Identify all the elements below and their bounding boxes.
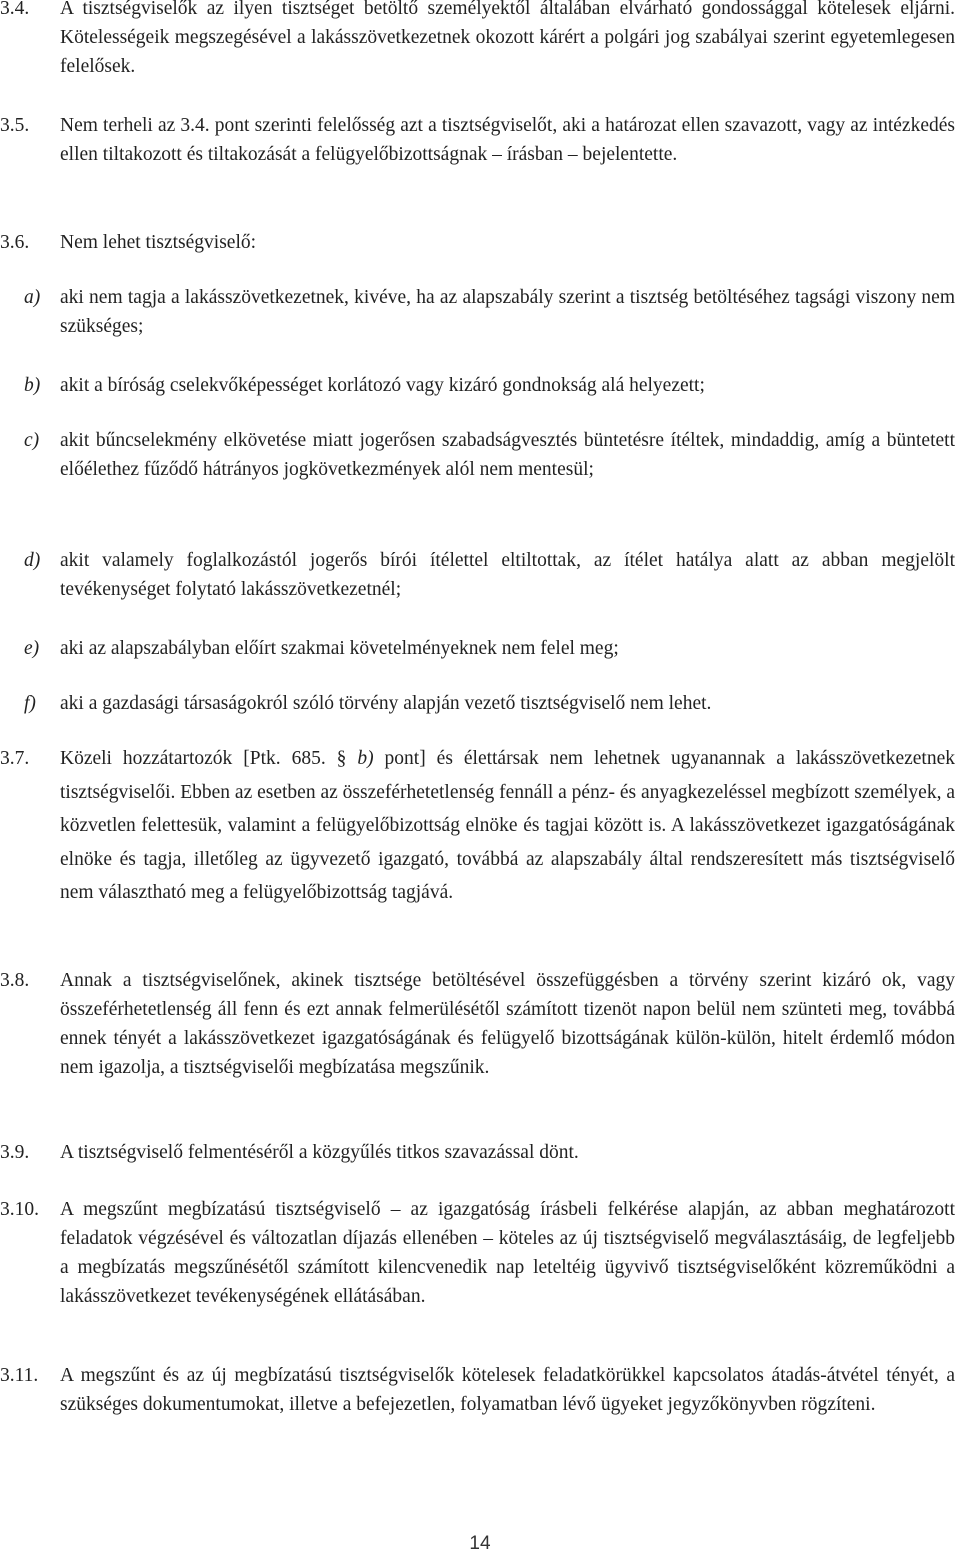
list-item-label: a) xyxy=(24,287,41,308)
paragraph-number: 3.8. xyxy=(0,970,30,991)
page-number: 14 xyxy=(469,1533,491,1554)
list-item-f xyxy=(0,689,955,718)
list-item-text: aki nem tagja a lakásszövetkezetnek, kivéve, ha az alapszabály szerint a tisztség betöltéséhez tagsági viszony nem szükséges; xyxy=(60,287,955,337)
paragraph-number: 3.7. xyxy=(0,748,30,769)
paragraph-number: 3.6. xyxy=(0,232,30,253)
list-item-text: aki az alapszabályban előírt szakmai követelményeknek nem felel meg; xyxy=(60,638,619,659)
paragraph-3-11 xyxy=(0,1361,955,1419)
paragraph-3-4 xyxy=(0,0,955,81)
list-item-text: akit valamely foglalkozástól jogerős bírói ítélettel eltiltottak, az ítélet hatálya alatt az abban megjelölt tevékenységet folytató lakásszövetkezetnél; xyxy=(60,550,955,600)
paragraph-3-8 xyxy=(0,966,955,1082)
list-item-label: f) xyxy=(24,693,36,714)
paragraph-text: Nem lehet tisztségviselő: xyxy=(60,232,257,253)
paragraph-number: 3.11. xyxy=(0,1365,39,1386)
list-item-text: akit bűncselekmény elkövetése miatt jogerősen szabadságvesztés büntetésre ítéltek, mindaddig, amíg a büntetett előélethez fűződő hátrányos jogkövetkezmények alól nem mentesül; xyxy=(60,430,955,480)
paragraph-text: A megszűnt megbízatású tisztségviselő – az igazgatóság írásbeli felkérése alapján, az abban meghatározott feladatok végzésével és változatlan díjazás ellenében – köteles az új tisztségviselő megválasztásáig, de legfeljebb a megbízatás megszűnésétől számított kilencvenedik nap leteltéig ügyvivő tisztségviselőként közreműködni a lakásszövetkezet tevékenységének ellátásában. xyxy=(60,1199,955,1307)
paragraph-number: 3.4. xyxy=(0,0,30,19)
list-item-c xyxy=(0,426,955,484)
list-item-label: c) xyxy=(24,430,40,451)
paragraph-text: Annak a tisztségviselőnek, akinek tisztsége betöltésével összefüggésben a törvény szerint kizáró ok, vagy összeférhetetlenség áll fenn és ezt annak felmerülésétől számított tizenöt napon belül nem szünteti meg, továbbá ennek tényét a lakásszövetkezet igazgatóságának és felügyelő bizottságának külön-külön, hitelt érdemlő módon nem igazolja, a tisztségviselői megbízatása megszűnik. xyxy=(60,970,955,1078)
list-item-d xyxy=(0,546,955,604)
list-item-label: e) xyxy=(24,638,40,659)
paragraph-text-after: pont] és élettársak nem lehetnek ugyanannak a lakásszövetkezetnek tisztségviselői. Ebben az esetben az összeférhetetlenség fennáll a pénz- és anyagkezeléssel megbízott személyek, a közvetlen felettesük, valamint a felügyelőbizottság elnöke és tagjai között is. A lakásszövetkezet igazgatóságának elnöke és tagja, illetőleg az ügyvezető igazgató, továbbá az alapszabály által rendszeresített más tisztségviselő nem választható meg a felügyelőbizottság tagjává. xyxy=(60,748,955,903)
paragraph-text: A megszűnt és az új megbízatású tisztségviselők kötelesek feladatkörükkel kapcsolatos átadás-átvétel tényét, a szükséges dokumentumokat, illetve a befejezetlen, folyamatban lévő ügyeket jegyzőkönyvben rögzíteni. xyxy=(60,1365,955,1415)
paragraph-3-10 xyxy=(0,1195,955,1311)
italic-reference: b) xyxy=(357,748,374,769)
list-item-a xyxy=(0,283,955,341)
list-item-b xyxy=(0,371,955,400)
list-item-text: akit a bíróság cselekvőképességet korlátozó vagy kizáró gondnokság alá helyezett; xyxy=(60,375,705,396)
list-item-label: d) xyxy=(24,550,41,571)
list-item-text: aki a gazdasági társaságokról szóló törvény alapján vezető tisztségviselő nem lehet. xyxy=(60,693,712,714)
paragraph-number: 3.10. xyxy=(0,1199,39,1220)
list-item-label: b) xyxy=(24,375,41,396)
list-item-e xyxy=(0,634,955,663)
paragraph-text-before: Közeli hozzátartozók [Ptk. 685. § xyxy=(60,748,358,769)
paragraph-number: 3.9. xyxy=(0,1142,30,1163)
paragraph-3-9 xyxy=(0,1138,955,1167)
paragraph-text: Nem terheli az 3.4. pont szerinti felelősség azt a tisztségviselőt, aki a határozat ellen szavazott, vagy az intézkedés ellen tiltakozott és tiltakozását a felügyelőbizottságnak – írásban – bejelentette. xyxy=(60,115,955,165)
paragraph-3-5 xyxy=(0,111,955,169)
paragraph-3-6 xyxy=(0,228,955,257)
paragraph-3-7 xyxy=(0,742,955,910)
paragraph-text: A tisztségviselő felmentéséről a közgyűlés titkos szavazással dönt. xyxy=(60,1142,579,1163)
paragraph-text: A tisztségviselők az ilyen tisztséget betöltő személyektől általában elvárható gondossággal kötelesek eljárni. Kötelességeik megszegésével a lakásszövetkezetnek okozott kárért a polgári jog szabályai szerint egyetemlegesen felelősek. xyxy=(60,0,955,77)
paragraph-number: 3.5. xyxy=(0,115,30,136)
